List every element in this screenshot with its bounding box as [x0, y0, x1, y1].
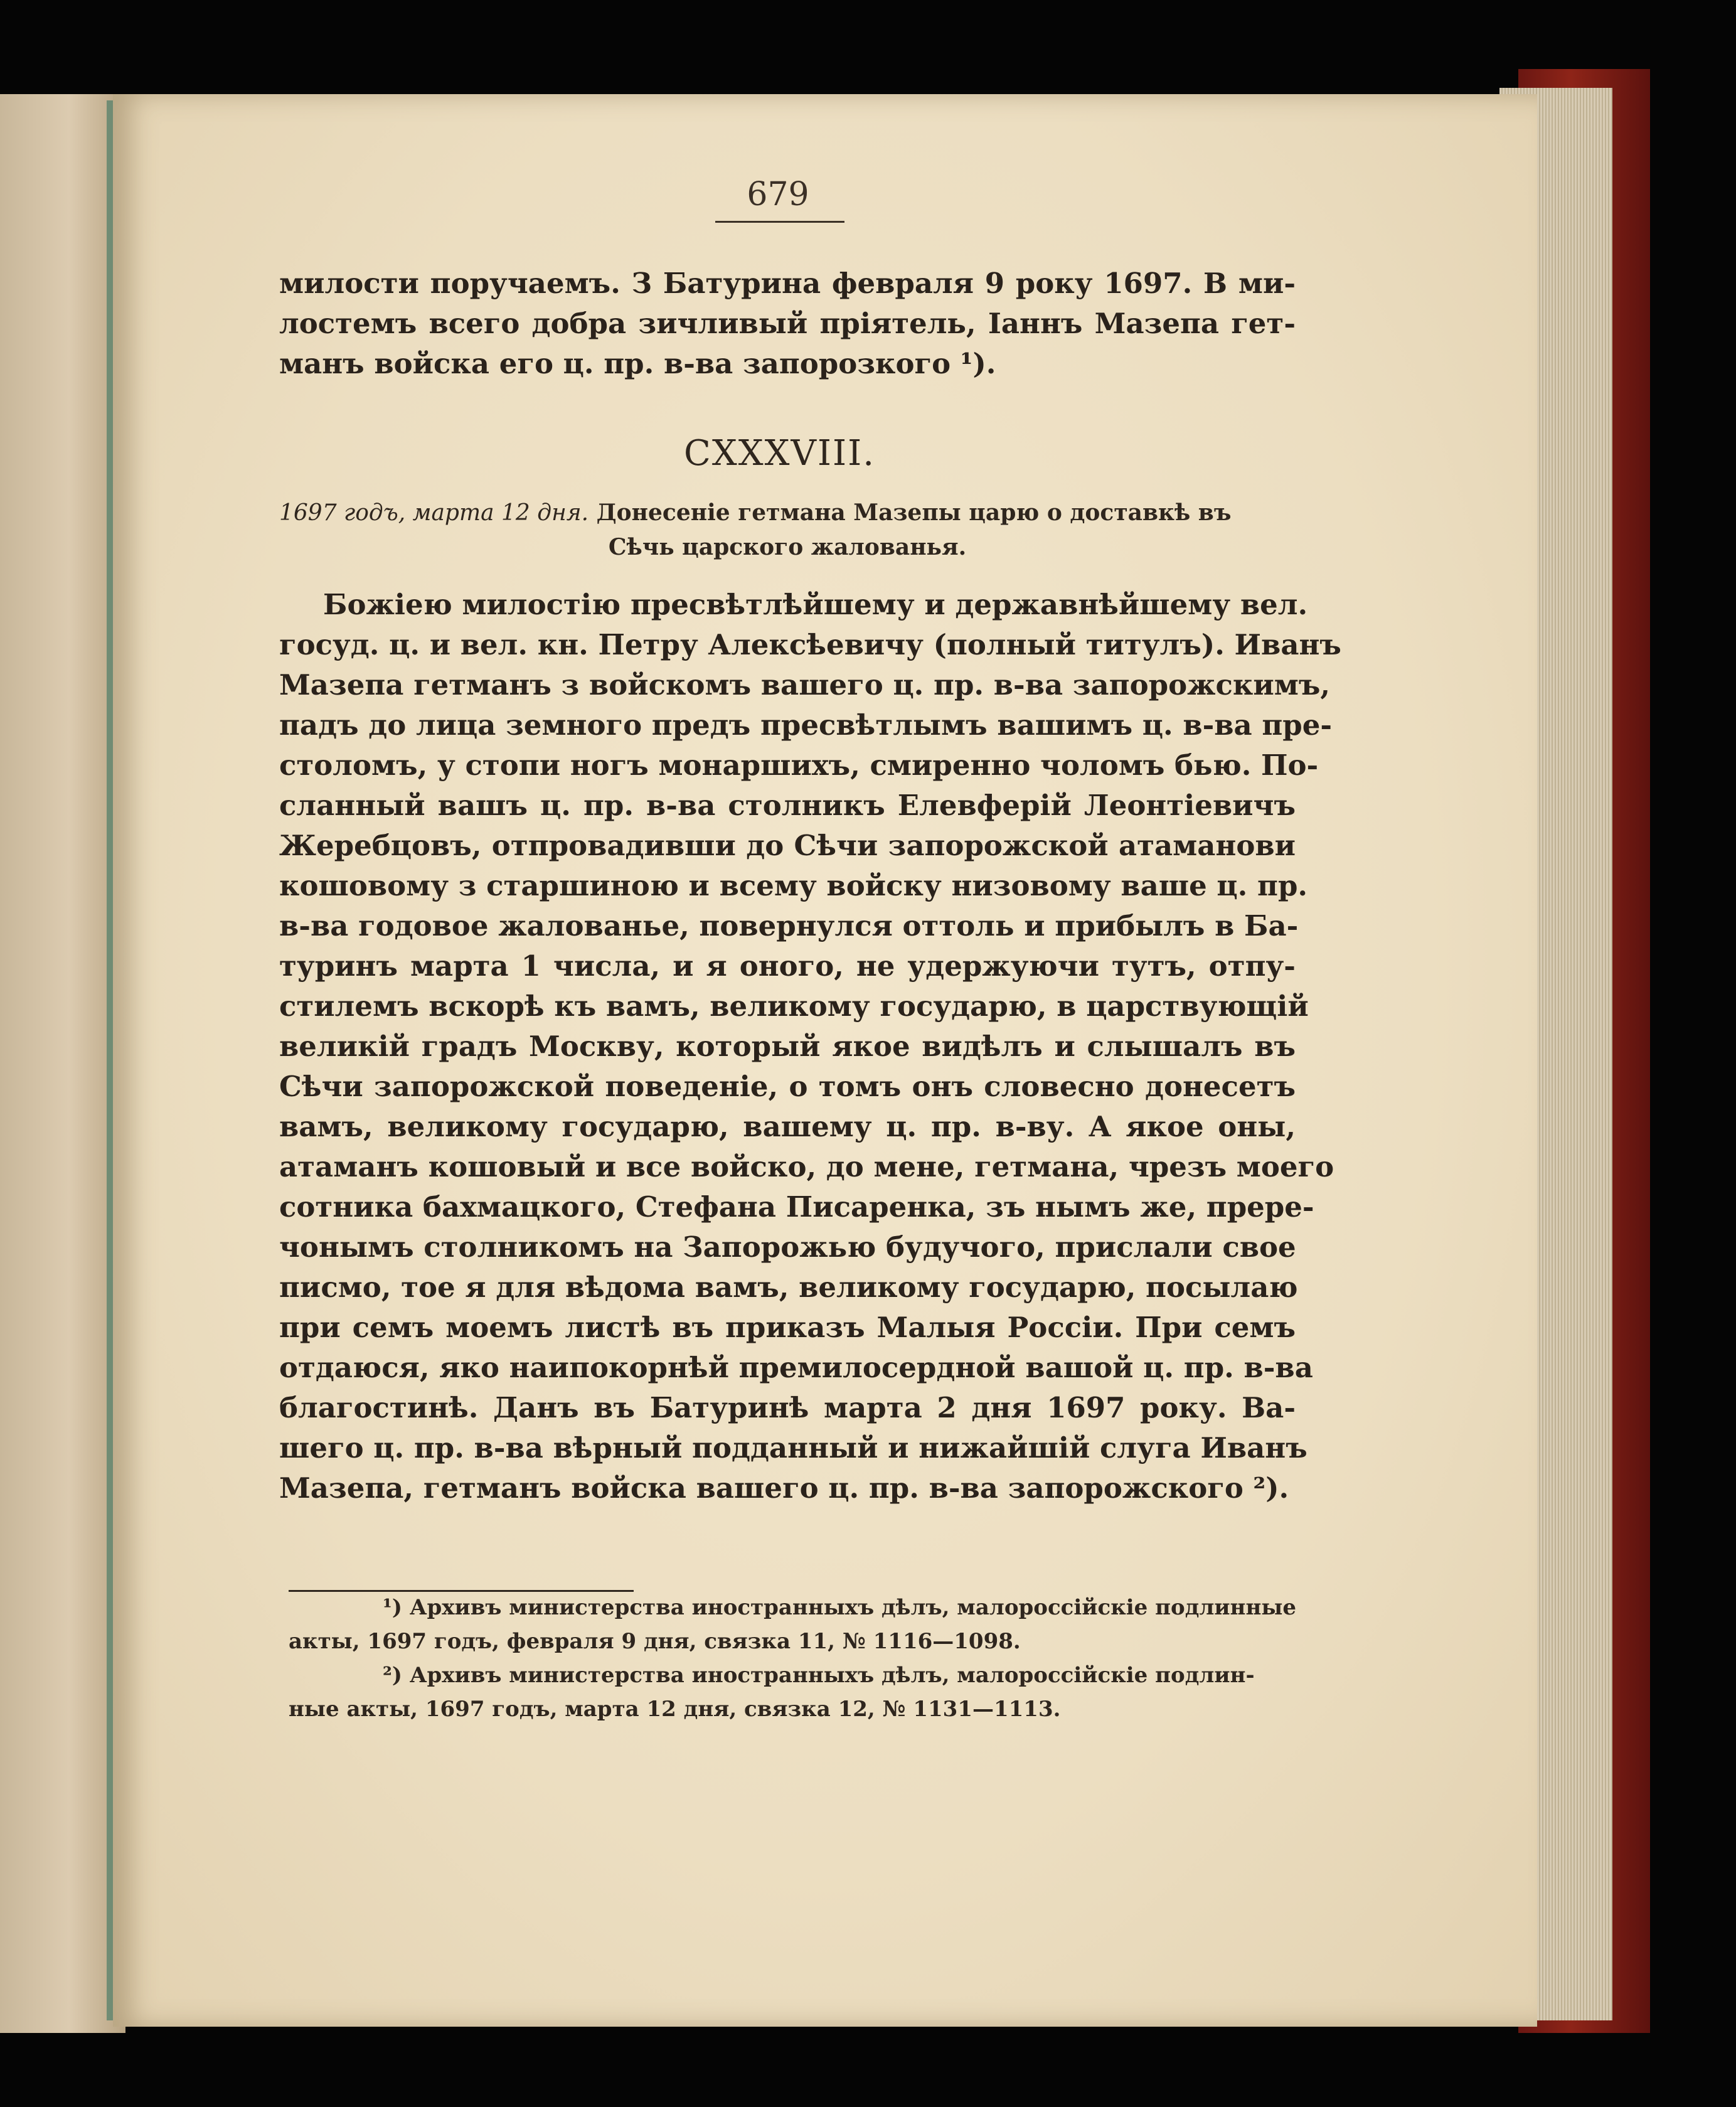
text-line: при семъ моемъ листѣ въ приказъ Малыя Россіи. При семъ: [279, 1311, 1296, 1344]
document-summary: [279, 496, 1296, 564]
summary-text: Донесеніе гетмана Мазепы царю о доставкѣ въ: [596, 499, 1232, 526]
footnote-line: ²) Архивъ министерства иностранныхъ дѣлъ, малороссійскіе подлин-: [383, 1663, 1255, 1688]
text-line: Мазепа, гетманъ войска вашего ц. пр. в-ва запорожского ²).: [279, 1471, 1289, 1505]
footnotes: [289, 1591, 1299, 1726]
footnote-line: акты, 1697 годъ, февраля 9 дня, связка 11, № 1116—1098.: [289, 1629, 1021, 1654]
page-number: 679: [747, 176, 809, 213]
text-line: вамъ, великому государю, вашему ц. пр. в-ву. А якое оны,: [279, 1110, 1296, 1143]
document-heading: CXXXVIII.: [684, 433, 876, 474]
text-line: благостинѣ. Данъ въ Батуринѣ марта 2 дня 1697 року. Ва-: [279, 1391, 1296, 1424]
text-line: отдаюся, яко наипокорнѣй премилосердной вашой ц. пр. в-ва: [279, 1351, 1313, 1384]
text-line: великій градъ Москву, который якое видѣлъ и слышалъ въ: [279, 1030, 1296, 1063]
text-line: Божіею милостію пресвѣтлѣйшему и державнѣйшему вел.: [323, 588, 1308, 621]
summary-date: 1697 годъ, марта 12 дня.: [279, 500, 589, 526]
text-line: манъ войска его ц. пр. в-ва запорозкого ¹).: [279, 347, 996, 380]
text-line: шего ц. пр. в-ва вѣрный подданный и нижайшій слуга Иванъ: [279, 1431, 1307, 1464]
text-line: Сѣчи запорожской поведеніе, о томъ онъ словесно донесетъ: [279, 1070, 1296, 1103]
text-line: писмо, тое я для вѣдома вамъ, великому государю, посылаю: [279, 1271, 1298, 1304]
summary-line: [279, 496, 1296, 530]
page-number-underline: [715, 221, 844, 223]
text-line: столомъ, у стопи ногъ монаршихъ, смиренно чоломъ бью. По-: [279, 749, 1319, 782]
text-line: стилемъ вскорѣ къ вамъ, великому государю, в царствующій: [279, 989, 1309, 1023]
text-line: падъ до лица земного предъ пресвѣтлымъ вашимъ ц. в-ва пре-: [279, 708, 1333, 742]
text-line: сотника бахмацкого, Стефана Писаренка, зъ нымъ же, прере-: [279, 1190, 1314, 1224]
footnote-line: ¹) Архивъ министерства иностранныхъ дѣлъ, малороссійскіе подлинные: [383, 1595, 1297, 1620]
text-line: лостемъ всего добра зичливый пріятель, Іаннъ Мазепа гет-: [279, 307, 1296, 340]
text-line: сланный вашъ ц. пр. в-ва столникъ Елевферій Леонтіевичъ: [279, 789, 1296, 822]
letter-body: [279, 585, 1341, 1508]
footnote-line: ные акты, 1697 годъ, марта 12 дня, связка 12, № 1131—1113.: [289, 1697, 1061, 1722]
text-line: кошовому з старшиною и всему войску низовому ваше ц. пр.: [279, 869, 1308, 902]
text-line: Жеребцовъ, отпровадивши до Сѣчи запорожской атаманови: [279, 829, 1296, 862]
text-line: милости поручаемъ. З Батурина февраля 9 року 1697. В ми-: [279, 267, 1296, 300]
top-paragraph: [279, 264, 1296, 384]
text-line: атаманъ кошовый и все войско, до мене, гетмана, чрезъ моего: [279, 1150, 1334, 1183]
summary-line: Сѣчь царского жалованья.: [608, 534, 967, 560]
text-line: чонымъ столникомъ на Запорожью будучого, прислали свое: [279, 1230, 1296, 1264]
text-line: Мазепа гетманъ з войскомъ вашего ц. пр. в-ва запорожскимъ,: [279, 668, 1331, 701]
text-line: госуд. ц. и вел. кн. Петру Алексѣевичу (полный титулъ). Иванъ: [279, 628, 1341, 661]
text-line: в-ва годовое жалованье, повернулся оттоль и прибылъ в Ба-: [279, 909, 1299, 942]
text-line: туринъ марта 1 числа, и я оного, не удержуючи тутъ, отпу-: [279, 949, 1296, 983]
